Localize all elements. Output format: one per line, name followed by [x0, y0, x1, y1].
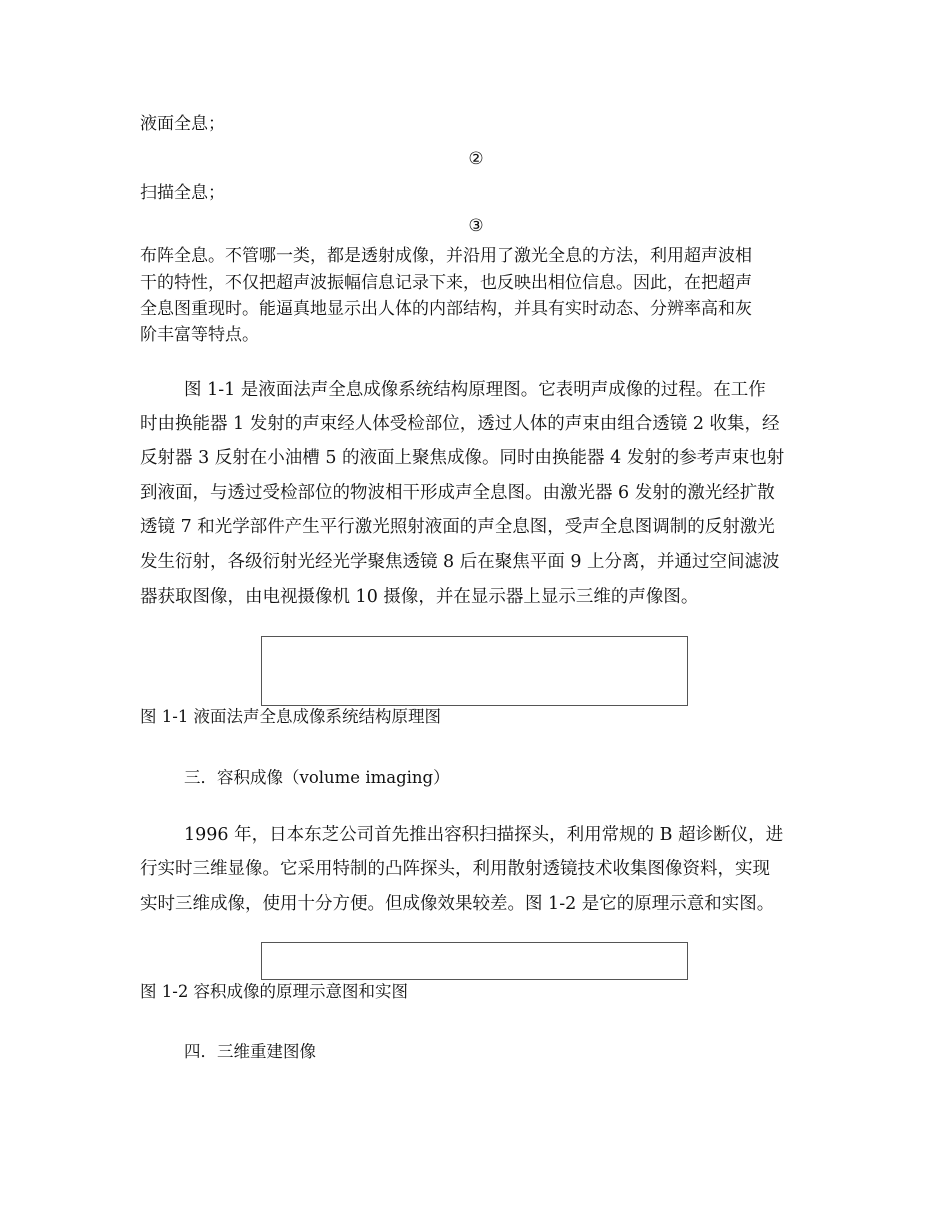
list-item-scanning-holography: 扫描全息；	[140, 183, 225, 203]
section-heading-volume-imaging: 三．容积成像（volume imaging）	[184, 768, 450, 787]
figure-1-2-image	[261, 942, 688, 980]
paragraph-line: 透镜 7 和光学部件产生平行激光照射液面的声全息图，受声全息图调制的反射激光	[140, 517, 775, 537]
paragraph-line: 1996 年，日本东芝公司首先推出容积扫描探头，利用常规的 B 超诊断仪，进	[184, 825, 784, 845]
paragraph-line: 器获取图像，由电视摄像机 10 摄像，并在显示器上显示三维的声像图。	[140, 587, 699, 607]
paragraph-line: 时由换能器 1 发射的声束经人体受检部位，透过人体的声束由组合透镜 2 收集，经	[140, 414, 780, 434]
paragraph-line: 图 1-1 是液面法声全息成像系统结构原理图。它表明声成像的过程。在工作	[184, 380, 766, 400]
paragraph-line: 实时三维成像，使用十分方便。但成像效果较差。图 1-2 是它的原理示意和实图。	[140, 894, 775, 914]
list-marker-2: ②	[468, 149, 484, 169]
figure-1-1-image	[261, 636, 688, 706]
paragraph-line: 到液面，与透过受检部位的物波相干形成声全息图。由激光器 6 发射的激光经扩散	[140, 483, 775, 503]
paragraph-line: 阶丰富等特点。	[140, 325, 259, 345]
figure-1-1-caption: 图 1-1 液面法声全息成像系统结构原理图	[140, 707, 442, 726]
figure-1-2-caption: 图 1-2 容积成像的原理示意图和实图	[140, 982, 409, 1001]
paragraph-line: 全息图重现时。能逼真地显示出人体的内部结构，并具有实时动态、分辨率高和灰	[140, 299, 752, 319]
paragraph-line: 发生衍射，各级衍射光经光学聚焦透镜 8 后在聚焦平面 9 上分离，并通过空间滤波	[140, 552, 780, 572]
paragraph-line: 布阵全息。不管哪一类，都是透射成像，并沿用了激光全息的方法，利用超声波相	[140, 246, 752, 266]
paragraph-line: 行实时三维显像。它采用特制的凸阵探头，利用散射透镜技术收集图像资料，实现	[140, 859, 770, 879]
section-heading-3d-reconstruction: 四．三维重建图像	[184, 1042, 316, 1061]
list-item-liquid-surface-holography: 液面全息；	[140, 114, 225, 134]
paragraph-line: 反射器 3 反射在小油槽 5 的液面上聚焦成像。同时由换能器 4 发射的参考声束也射	[140, 448, 785, 468]
list-marker-3: ③	[468, 216, 484, 236]
paragraph-line: 干的特性，不仅把超声波振幅信息记录下来，也反映出相位信息。因此，在把超声	[140, 273, 752, 293]
